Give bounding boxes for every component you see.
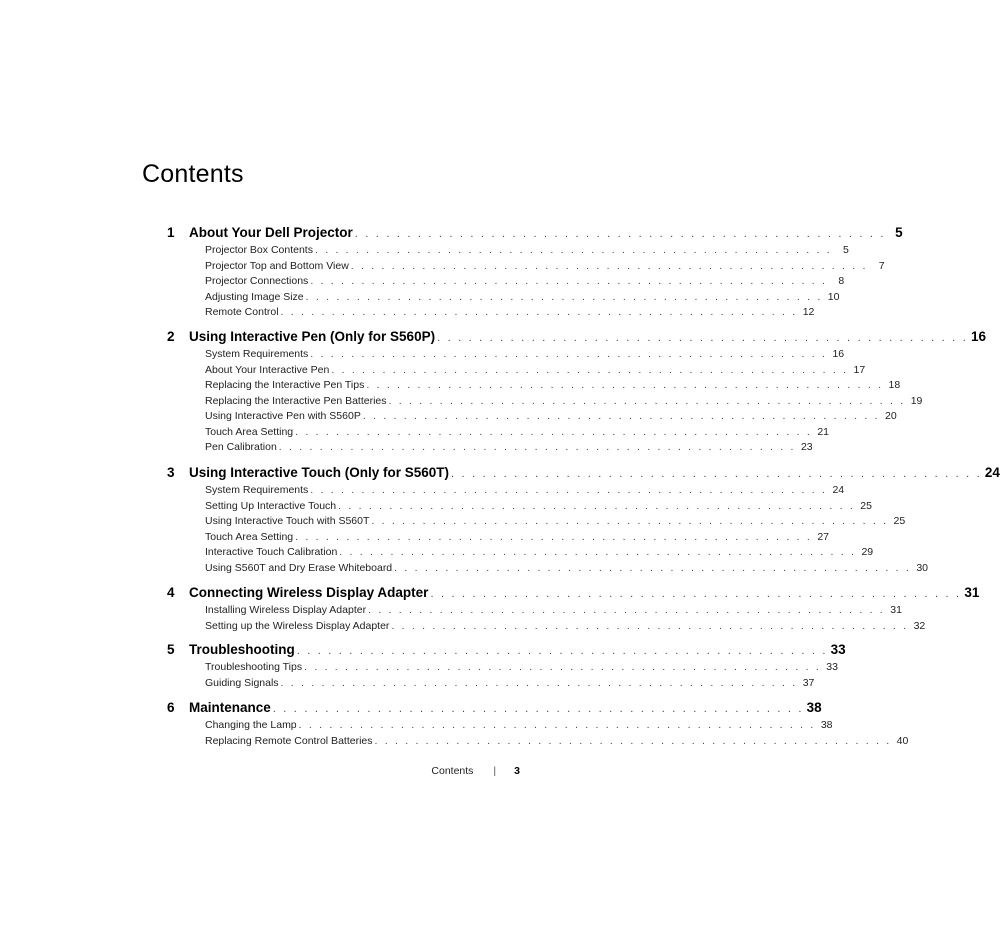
section-title: About Your Interactive Pen [205,363,330,376]
toc-chapter-entry[interactable] [167,642,846,657]
section-page-number: 32 [913,619,926,632]
dot-leader: . . . . . . . . . . . . . . . . . . . . . . . . . . . . . . . . . . . . . . . . . . . . . . . . . . . [314,244,832,256]
dot-leader: . . . . . . . . . . . . . . . . . . . . . . . . . . . . . . . . . . . . . . . . . . . . . . . . . . . [366,379,884,391]
section-page-number: 16 [832,348,845,360]
section-page-number: 5 [842,244,849,256]
toc-chapter-entry[interactable] [167,465,1000,480]
dot-leader: . . . . . . . . . . . . . . . . . . . . . . . . . . . . . . . . . . . . . . . . . . . . . . . . . . . [280,676,798,689]
chapter-title: Troubleshooting [189,642,295,657]
section-page-number: 23 [800,441,813,453]
footer-label: Contents [431,765,474,777]
dot-leader: . . . . . . . . . . . . . . . . . . . . . . . . . . . . . . . . . . . . . . . . . . . . . . . . . . . [310,275,828,287]
dot-leader: . . . . . . . . . . . . . . . . . . . . . . . . . . . . . . . . . . . . . . . . . . . . . . . . . . . [338,499,855,512]
toc-section-entry[interactable] [205,425,829,438]
chapter-page-number: 16 [970,329,986,344]
section-page-number: 19 [910,394,923,407]
footer-separator: | [493,765,497,777]
section-title: Pen Calibration [205,441,277,453]
dot-leader: . . . . . . . . . . . . . . . . . . . . . . . . . . . . . . . . . . . . . . . . . . . . . . . . . . . [298,719,816,731]
section-title: System Requirements [205,348,309,360]
toc-section-entry[interactable] [205,275,845,287]
toc-chapter-entry[interactable] [167,225,903,240]
toc-chapter-entry[interactable] [167,585,980,600]
toc-section-entry[interactable] [205,363,866,376]
dot-leader: . . . . . . . . . . . . . . . . . . . . . . . . . . . . . . . . . . . . . . . . . . . . . . . . . . . [295,530,812,543]
section-page-number: 38 [820,719,833,731]
section-title: Troubleshooting Tips [205,661,303,673]
section-title: Replacing Remote Control Batteries [205,734,373,747]
section-page-number: 40 [896,734,909,747]
dot-leader: . . . . . . . . . . . . . . . . . . . . . . . . . . . . . . . . . . . . . . . . . . . . . . . . . . . [331,363,849,376]
toc-chapter-entry[interactable] [167,700,822,715]
toc-section-entry[interactable] [205,484,845,496]
section-title: Projector Top and Bottom View [205,259,349,272]
section-page-number: 17 [853,363,866,376]
section-page-number: 24 [832,484,845,496]
section-title: Installing Wireless Display Adapter [205,604,367,616]
section-page-number: 7 [878,259,885,272]
section-page-number: 12 [802,306,815,318]
dot-leader: . . . . . . . . . . . . . . . . . . . . . . . . . . . . . . . . . . . . . . . . . . . . . . . . . . . [280,306,798,318]
toc-section-entry[interactable] [205,661,838,673]
chapter-title: About Your Dell Projector [189,225,353,240]
toc-section-entry[interactable] [205,604,902,616]
dot-leader: . . . . . . . . . . . . . . . . . . . . . . . . . . . . . . . . . . . . . . . . . . . . . . . . . . . [437,332,968,344]
section-page-number: 25 [860,499,872,512]
toc-section-entry[interactable] [205,306,815,318]
toc-section-entry[interactable] [205,244,849,256]
section-title: Remote Control [205,306,279,318]
section-page-number: 31 [890,604,902,616]
toc-section-entry[interactable] [205,734,909,747]
chapter-number: 5 [167,642,175,657]
dot-leader: . . . . . . . . . . . . . . . . . . . . . . . . . . . . . . . . . . . . . . . . . . . . . . . . . . . [310,348,828,360]
toc-section-entry[interactable] [205,619,926,632]
section-page-number: 30 [916,561,928,574]
chapter-title: Using Interactive Touch (Only for S560T) [189,465,450,480]
page-footer [400,765,520,777]
dot-leader: . . . . . . . . . . . . . . . . . . . . . . . . . . . . . . . . . . . . . . . . . . . . . . . . . . . [394,561,911,574]
dot-leader: . . . . . . . . . . . . . . . . . . . . . . . . . . . . . . . . . . . . . . . . . . . . . . . . . . . [305,290,823,303]
section-title: Projector Connections [205,275,309,287]
section-page-number: 29 [861,546,874,558]
page-title: Contents [142,160,244,188]
section-page-number: 10 [827,290,840,303]
chapter-page-number: 24 [984,465,1000,480]
toc-section-entry[interactable] [205,441,813,453]
toc-section-entry[interactable] [205,410,897,422]
chapter-number: 3 [167,465,175,480]
toc-section-entry[interactable] [205,515,906,527]
chapter-number: 6 [167,700,175,715]
section-title: Touch Area Setting [205,425,294,438]
dot-leader: . . . . . . . . . . . . . . . . . . . . . . . . . . . . . . . . . . . . . . . . . . . . . . . . . . . [304,661,821,673]
dot-leader: . . . . . . . . . . . . . . . . . . . . . . . . . . . . . . . . . . . . . . . . . . . . . . . . . . . [339,546,857,558]
dot-leader: . . . . . . . . . . . . . . . . . . . . . . . . . . . . . . . . . . . . . . . . . . . . . . . . . . . [362,410,880,422]
toc-section-entry[interactable] [205,676,815,689]
section-title: System Requirements [205,484,309,496]
chapter-title: Connecting Wireless Display Adapter [189,585,429,600]
toc-section-entry[interactable] [205,719,833,731]
section-title: Touch Area Setting [205,530,294,543]
section-title: Using Interactive Touch with S560T [205,515,370,527]
dot-leader: . . . . . . . . . . . . . . . . . . . . . . . . . . . . . . . . . . . . . . . . . . . . . . . . . . . [278,441,796,453]
toc-section-entry[interactable] [205,561,928,574]
section-title: Changing the Lamp [205,719,297,731]
dot-leader: . . . . . . . . . . . . . . . . . . . . . . . . . . . . . . . . . . . . . . . . . . . . . . . . . . . [430,588,962,600]
chapter-page-number: 5 [895,225,903,240]
dot-leader: . . . . . . . . . . . . . . . . . . . . . . . . . . . . . . . . . . . . . . . . . . . . . . . . . . . [350,259,868,272]
section-title: Adjusting Image Size [205,290,304,303]
toc-section-entry[interactable] [205,530,829,543]
toc-section-entry[interactable] [205,379,901,391]
toc-section-entry[interactable] [205,348,845,360]
chapter-page-number: 31 [964,585,980,600]
toc-section-entry[interactable] [205,259,885,272]
chapter-title: Using Interactive Pen (Only for S560P) [189,329,436,344]
dot-leader: . . . . . . . . . . . . . . . . . . . . . . . . . . . . . . . . . . . . . . . . . . . . . . . . . . . [354,228,886,240]
section-page-number: 18 [888,379,901,391]
chapter-title: Maintenance [189,700,271,715]
dot-leader: . . . . . . . . . . . . . . . . . . . . . . . . . . . . . . . . . . . . . . . . . . . . . . . . . . . [272,703,804,715]
chapter-page-number: 38 [806,700,822,715]
chapter-number: 1 [167,225,175,240]
section-title: Replacing the Interactive Pen Batteries [205,394,387,407]
toc-section-entry[interactable] [205,290,840,303]
chapter-number: 2 [167,329,175,344]
section-page-number: 27 [817,530,829,543]
section-title: Replacing the Interactive Pen Tips [205,379,365,391]
section-page-number: 37 [802,676,815,689]
footer-page-number: 3 [514,765,520,777]
section-title: Interactive Touch Calibration [205,546,338,558]
section-page-number: 33 [826,661,838,673]
dot-leader: . . . . . . . . . . . . . . . . . . . . . . . . . . . . . . . . . . . . . . . . . . . . . . . . . . . [368,604,885,616]
section-page-number: 8 [838,275,845,287]
section-title: Setting up the Wireless Display Adapter [205,619,390,632]
chapter-page-number: 33 [830,642,846,657]
dot-leader: . . . . . . . . . . . . . . . . . . . . . . . . . . . . . . . . . . . . . . . . . . . . . . . . . . . [388,394,906,407]
toc-chapter-entry[interactable] [167,329,986,344]
dot-leader: . . . . . . . . . . . . . . . . . . . . . . . . . . . . . . . . . . . . . . . . . . . . . . . . . . . [374,734,892,747]
chapter-number: 4 [167,585,175,600]
section-title: Guiding Signals [205,676,279,689]
dot-leader: . . . . . . . . . . . . . . . . . . . . . . . . . . . . . . . . . . . . . . . . . . . . . . . . . . . [391,619,909,632]
dot-leader: . . . . . . . . . . . . . . . . . . . . . . . . . . . . . . . . . . . . . . . . . . . . . . . . . . . [310,484,828,496]
dot-leader: . . . . . . . . . . . . . . . . . . . . . . . . . . . . . . . . . . . . . . . . . . . . . . . . . . . [296,645,828,657]
toc-section-entry[interactable] [205,394,923,407]
dot-leader: . . . . . . . . . . . . . . . . . . . . . . . . . . . . . . . . . . . . . . . . . . . . . . . . . . . [371,515,889,527]
section-title: Setting Up Interactive Touch [205,499,337,512]
toc-section-entry[interactable] [205,499,872,512]
section-title: Using S560T and Dry Erase Whiteboard [205,561,393,574]
section-page-number: 21 [817,425,829,438]
toc-section-entry[interactable] [205,546,874,558]
section-title: Using Interactive Pen with S560P [205,410,361,422]
section-title: Projector Box Contents [205,244,313,256]
section-page-number: 20 [885,410,897,422]
dot-leader: . . . . . . . . . . . . . . . . . . . . . . . . . . . . . . . . . . . . . . . . . . . . . . . . . . . [295,425,812,438]
dot-leader: . . . . . . . . . . . . . . . . . . . . . . . . . . . . . . . . . . . . . . . . . . . . . . . . . . . [451,468,982,480]
section-page-number: 25 [893,515,906,527]
